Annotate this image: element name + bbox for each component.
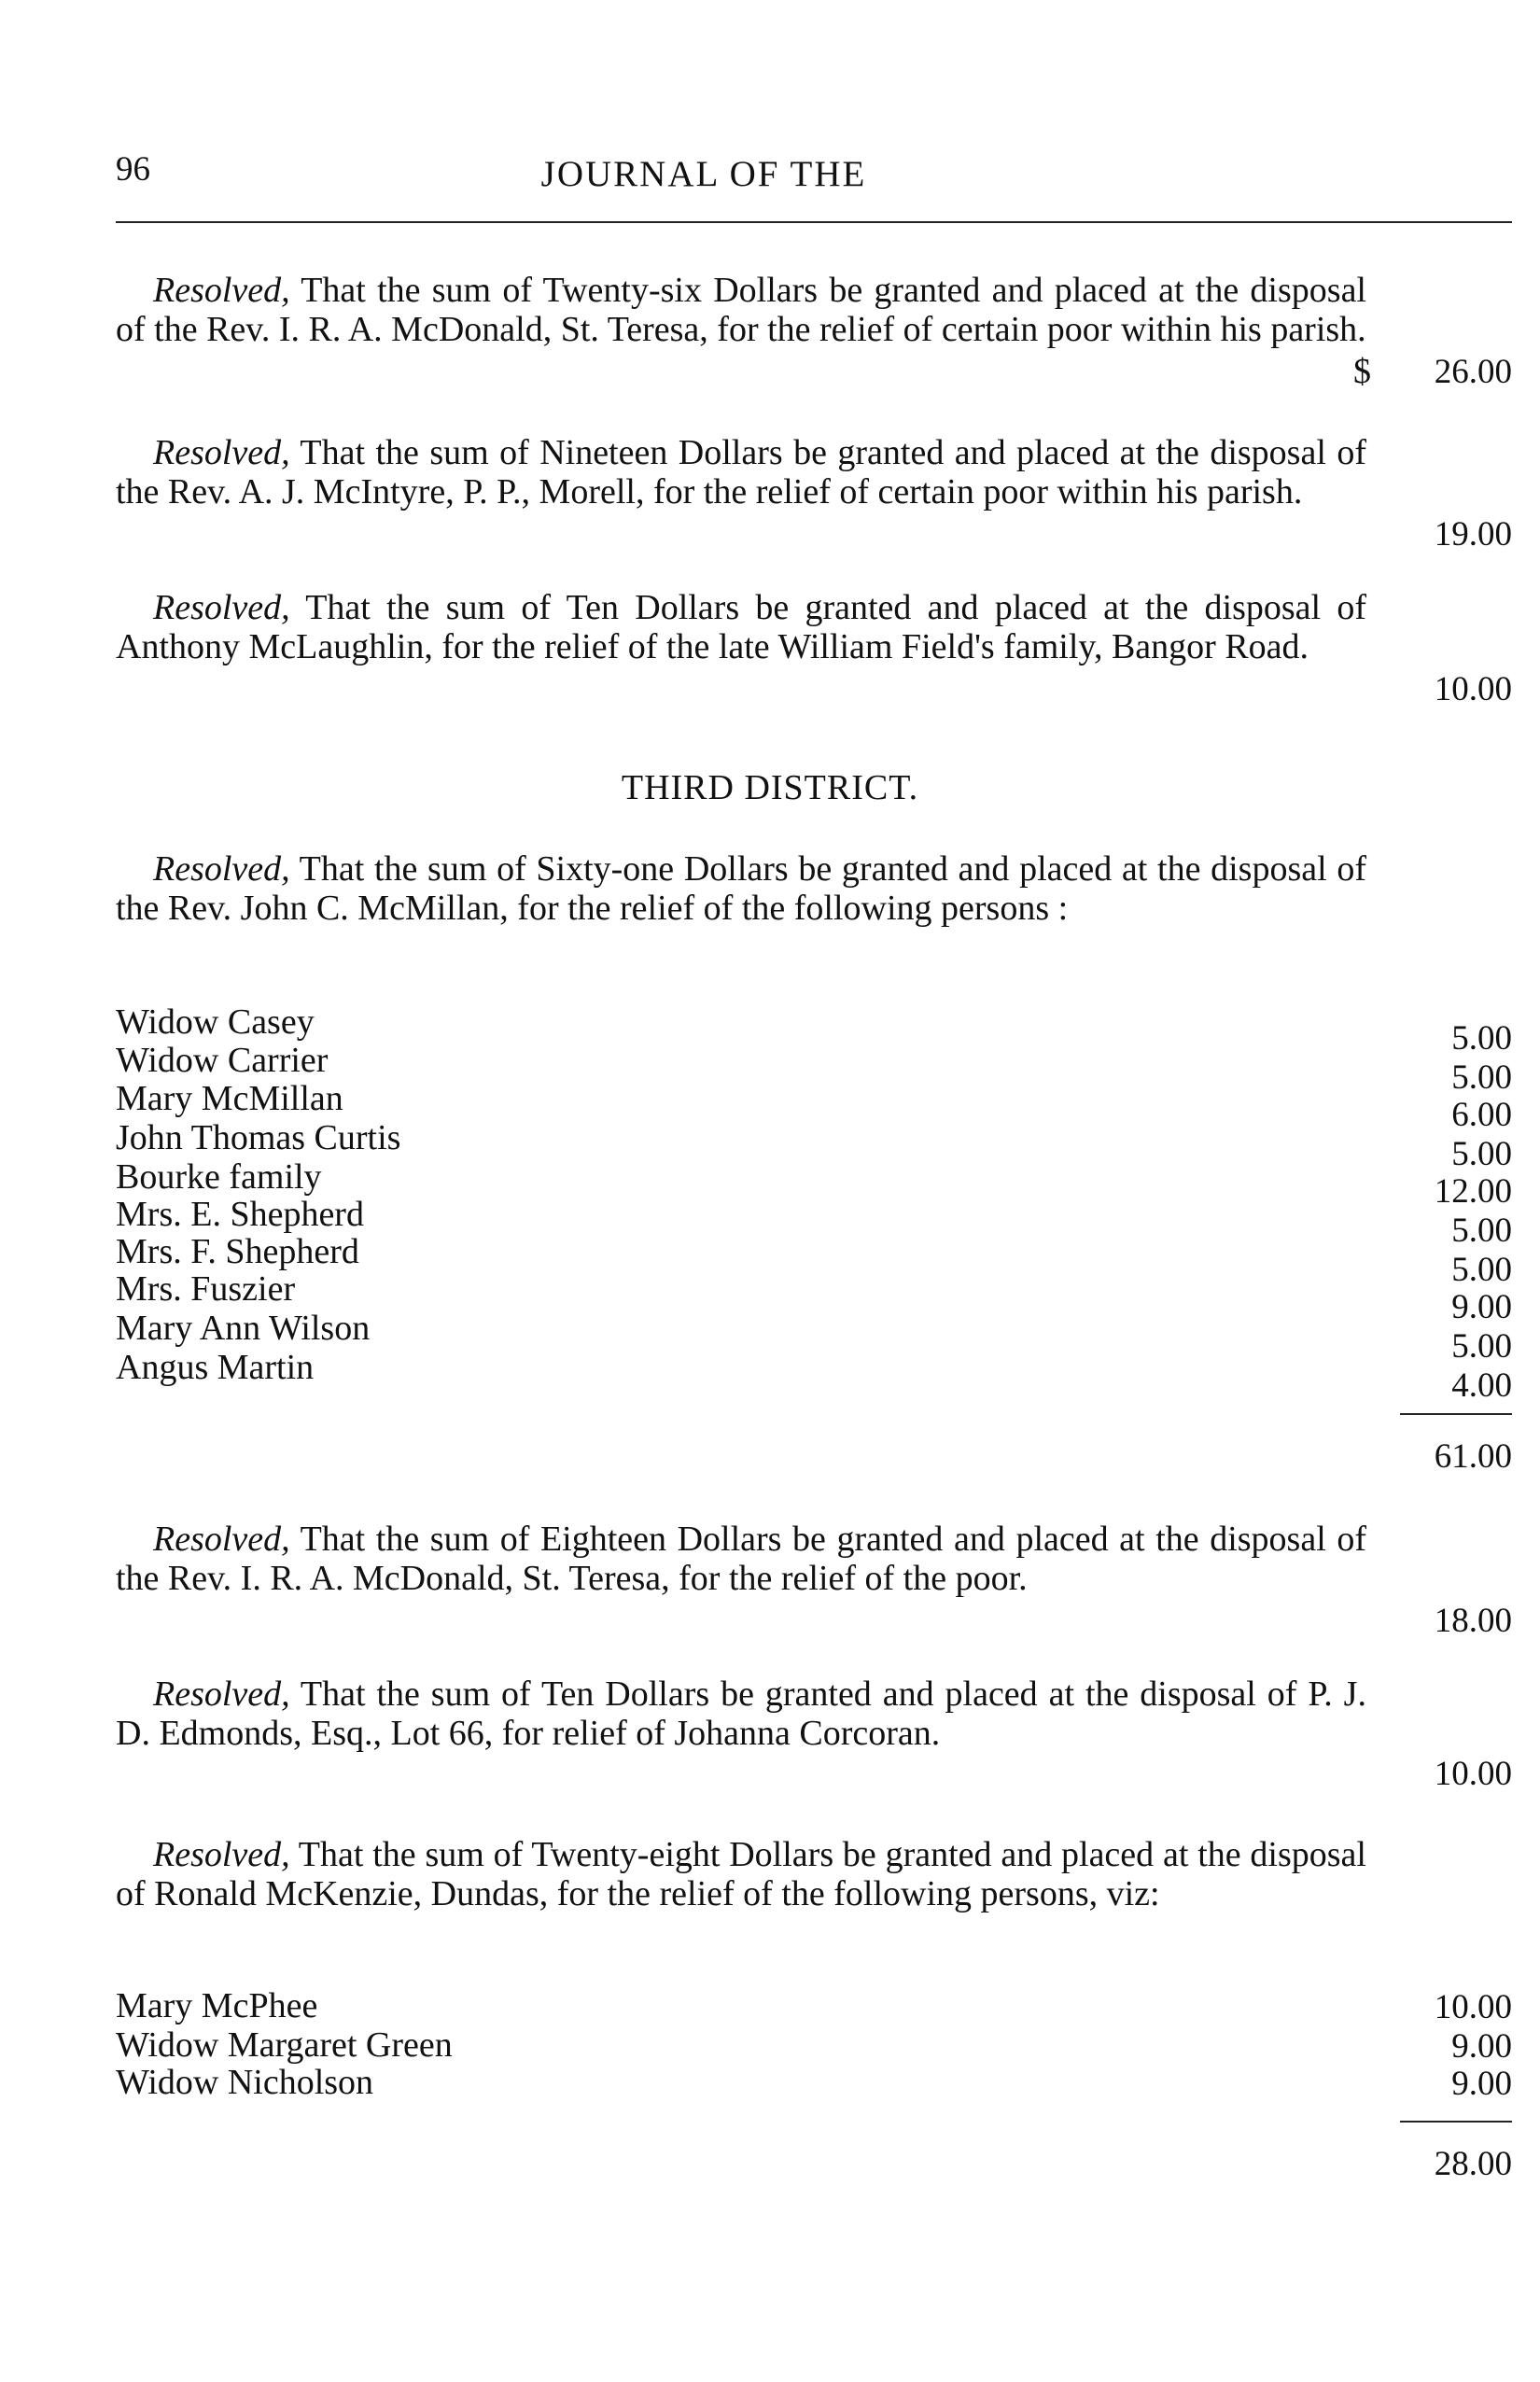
resolution-text: That the sum of Eighteen Dollars be granted and placed at the disposal of the Rev. I. R. A. McDonald, St. Teresa, for the relief of the poor. xyxy=(116,1520,1366,1598)
resolution-text: That the sum of Ten Dollars be granted and placed at the disposal of Anthony McLaughlin, for the relief of the late William Field's family, Bangor Road. xyxy=(116,588,1366,666)
list-total: 61.00 xyxy=(1434,1437,1512,1476)
resolution-text: That the sum of Twenty-six Dollars be granted and placed at the disposal of the Rev. I. R. A. McDonald, St. Teresa, for the relief of certain poor within his parish. xyxy=(116,271,1366,349)
list-item-name: Mrs. E. Shepherd xyxy=(116,1195,364,1234)
resolved-lead: Resolved, xyxy=(153,849,290,889)
resolved-lead: Resolved, xyxy=(153,588,290,627)
section-heading: THIRD DISTRICT. xyxy=(621,768,919,807)
resolution-paragraph xyxy=(116,1674,1366,1753)
list-item-name: Mrs. F. Shepherd xyxy=(116,1232,359,1271)
resolution-amount: 10.00 xyxy=(1434,1755,1512,1793)
header-rule xyxy=(116,221,1512,223)
resolved-lead: Resolved, xyxy=(153,1520,290,1559)
list-item-name: Widow Margaret Green xyxy=(116,2025,453,2065)
currency-symbol: $ xyxy=(1353,352,1371,391)
list-item-amount: 5.00 xyxy=(1451,1251,1512,1289)
list-item-amount: 5.00 xyxy=(1451,1058,1512,1097)
list-item-name: Widow Carrier xyxy=(116,1041,329,1080)
list-item-amount: 5.00 xyxy=(1451,1212,1512,1250)
list-item-name: Bourke family xyxy=(116,1157,322,1197)
list-item-amount: 12.00 xyxy=(1434,1172,1512,1211)
list-item-amount: 9.00 xyxy=(1451,2065,1512,2103)
resolution-amount: 18.00 xyxy=(1434,1602,1512,1640)
resolved-lead: Resolved, xyxy=(153,1674,290,1714)
resolved-lead: Resolved, xyxy=(153,433,290,472)
resolution-text: That the sum of Nineteen Dollars be granted and placed at the disposal of the Rev. A. J. McIntyre, P. P., Morell, for the relief of certain poor within his parish. xyxy=(116,433,1366,511)
resolution-amount: 10.00 xyxy=(1434,670,1512,708)
list-item-amount: 9.00 xyxy=(1451,1288,1512,1326)
resolution-paragraph xyxy=(116,1520,1366,1598)
list-total: 28.00 xyxy=(1434,2145,1512,2183)
resolved-lead: Resolved, xyxy=(153,271,290,310)
list-item-amount: 6.00 xyxy=(1451,1096,1512,1134)
running-head: JOURNAL OF THE xyxy=(540,154,867,194)
list-item-name: Widow Casey xyxy=(116,1002,315,1042)
total-rule xyxy=(1400,1413,1512,1415)
list-item-amount: 5.00 xyxy=(1451,1327,1512,1366)
list-item-amount: 10.00 xyxy=(1434,1988,1512,2026)
list-item-name: Mary Ann Wilson xyxy=(116,1309,371,1348)
page-number: 96 xyxy=(116,150,150,189)
list-item-name: Mrs. Fuszier xyxy=(116,1269,296,1309)
list-item-amount: 9.00 xyxy=(1451,2027,1512,2066)
resolution-text: That the sum of Sixty-one Dollars be granted and placed at the disposal of the Rev. John C. McMillan, for the relief of the following persons : xyxy=(116,849,1366,928)
resolution-paragraph xyxy=(116,588,1366,666)
resolution-paragraph xyxy=(116,271,1366,349)
resolution-text: That the sum of Ten Dollars be granted and placed at the disposal of P. J. D. Edmonds, Esq., Lot 66, for relief of Johanna Corcoran. xyxy=(116,1674,1366,1753)
list-item-amount: 5.00 xyxy=(1451,1135,1512,1173)
total-rule xyxy=(1400,2121,1512,2123)
resolution-amount: 26.00 xyxy=(1434,353,1512,391)
resolved-lead: Resolved, xyxy=(153,1835,290,1874)
list-item-name: Mary McPhee xyxy=(116,1986,318,2025)
resolution-paragraph xyxy=(116,1835,1366,1913)
resolution-paragraph xyxy=(116,433,1366,511)
list-item-name: John Thomas Curtis xyxy=(116,1118,401,1157)
list-item-amount: 4.00 xyxy=(1451,1366,1512,1405)
page-header xyxy=(116,149,1516,205)
list-item-name: Widow Nicholson xyxy=(116,2063,374,2102)
resolution-paragraph xyxy=(116,849,1366,928)
list-item-name: Mary McMillan xyxy=(116,1079,343,1118)
list-item-name: Angus Martin xyxy=(116,1348,315,1387)
resolution-text: That the sum of Twenty-eight Dollars be granted and placed at the disposal of Ronald McKenzie, Dundas, for the relief of the following persons, viz: xyxy=(116,1835,1366,1913)
list-item-amount: 5.00 xyxy=(1451,1019,1512,1058)
resolution-amount: 19.00 xyxy=(1434,515,1512,553)
